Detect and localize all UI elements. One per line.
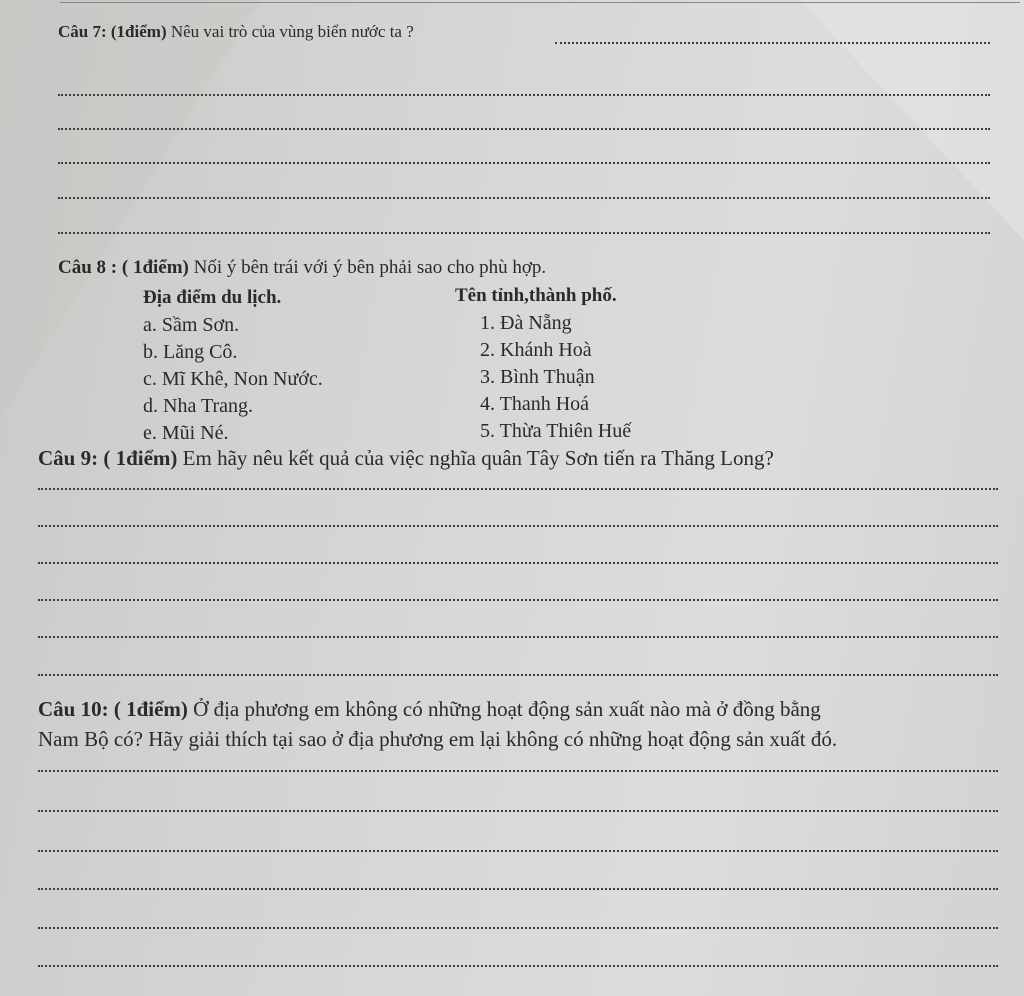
top-edge-line [60, 2, 1020, 3]
left-item: e. Mũi Né. [143, 422, 229, 444]
question-8-label: Câu 8 : ( 1điểm) [58, 257, 189, 278]
question-9-text: Em hãy nêu kết quả của việc nghĩa quân Tây Sơn tiến ra Thăng Long? [182, 446, 774, 470]
question-8 [58, 256, 546, 280]
answer-line [38, 674, 998, 676]
answer-line [38, 850, 998, 852]
left-item: b. Lăng Cô. [143, 341, 238, 363]
answer-line [38, 927, 998, 929]
question-10-text-1: Ở địa phương em không có những hoạt động sản xuất nào mà ở đồng bằng [193, 697, 821, 721]
answer-line [58, 94, 990, 96]
question-7 [58, 20, 414, 44]
answer-line [58, 232, 990, 234]
right-item: 2. Khánh Hoà [480, 339, 592, 361]
left-item: c. Mĩ Khê, Non Nước. [143, 368, 323, 390]
answer-line [58, 162, 990, 164]
right-item: 3. Bình Thuận [480, 366, 595, 388]
answer-line [38, 488, 998, 490]
answer-line [38, 525, 998, 527]
answer-line [38, 770, 998, 772]
right-item: 5. Thừa Thiên Huế [480, 420, 632, 442]
answer-line [38, 636, 998, 638]
answer-line [38, 599, 998, 601]
left-column-header: Địa điểm du lịch. [143, 287, 282, 308]
answer-line [38, 888, 998, 890]
right-item: 1. Đà Nẵng [480, 312, 572, 334]
right-item: 4. Thanh Hoá [480, 393, 590, 415]
question-7-text: Nêu vai trò của vùng biển nước ta ? [170, 22, 414, 41]
answer-line [38, 965, 998, 967]
question-10-line-1 [38, 697, 821, 721]
right-column-header: Tên tỉnh,thành phố. [455, 285, 617, 306]
answer-line [58, 197, 990, 199]
left-item: d. Nha Trang. [143, 395, 254, 417]
answer-line [58, 128, 990, 130]
left-item: a. Sầm Sơn. [143, 314, 240, 336]
question-7-label: Câu 7: (1điểm) [58, 22, 167, 41]
question-10-label: Câu 10: ( 1điểm) [38, 697, 188, 721]
question-9-label: Câu 9: ( 1điểm) [38, 446, 178, 470]
question-10-line-2: Nam Bộ có? Hãy giải thích tại sao ở địa phương em lại không có những hoạt động sản xuất đó. [38, 727, 838, 751]
answer-line [38, 562, 998, 564]
question-9 [38, 446, 774, 470]
answer-line [555, 42, 990, 44]
question-8-text: Nối ý bên trái với ý bên phải sao cho phù hợp. [193, 257, 547, 278]
answer-line [38, 810, 998, 812]
